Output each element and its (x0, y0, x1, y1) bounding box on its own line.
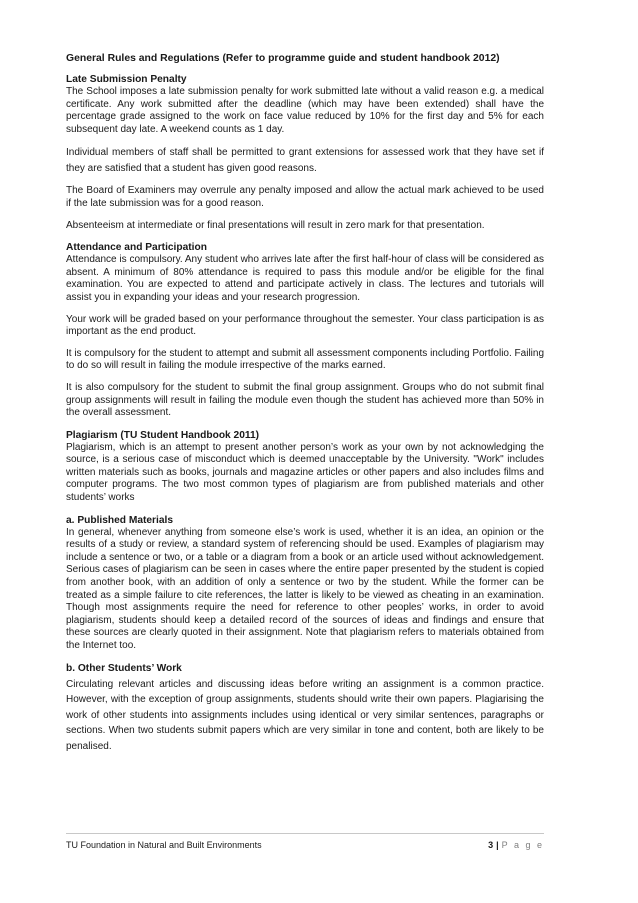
attendance-heading: Attendance and Participation (66, 242, 207, 254)
attendance-paragraph-2: Your work will be graded based on your performance throughout the semester. Your class participation is as important as the end product. (66, 313, 544, 338)
footer-page-indicator (488, 840, 544, 851)
page-footer (66, 833, 544, 851)
plagiarism-heading: Plagiarism (TU Student Handbook 2011) (66, 429, 260, 441)
late-submission-paragraph-1: The School imposes a late submission penalty for work submitted late without a valid reason e.g. a medical certificate. Any work submitted after the deadline (which may have been extended) shall have the percentage grade assigned to the work on face value reduced by 10% for the first day and 5% for each subsequent day late. A weekend counts as 1 day. (66, 86, 544, 135)
other-students-paragraph: Circulating relevant articles and discussing ideas before writing an assignment is a common practice. However, with the exception of group assignments, students should write their own papers. Plagiarising the work of other students into assignments includes using identical or very similar sentences, paragraphs or sections. When two students submit papers which are very similar in tone and content, both are likely to be penalised. (66, 678, 544, 752)
page-word: P a g e (501, 840, 544, 850)
other-students-heading: b. Other Students’ Work (66, 662, 182, 674)
page-separator: | (496, 840, 499, 850)
attendance-section (66, 241, 544, 420)
attendance-paragraph-3: It is compulsory for the student to attempt and submit all assessment components including Portfolio. Failing to do so will result in failing the module irrespective of the marks earned. (66, 347, 545, 372)
late-submission-paragraph-4: Absenteeism at intermediate or final presentations will result in zero mark for that presentation. (66, 219, 485, 231)
late-submission-heading: Late Submission Penalty (66, 74, 187, 85)
published-materials-paragraph: In general, whenever anything from someone else’s work is used, whether it is an idea, an opinion or the results of a study or review, a standard system of referencing should be used. Examples of plagiarism may include a sentence or two, or a table or a diagram from a book or an article used without acknowledgement. Serious cases of plagiarism can be seen in cases where the entire paper presented by the student is copied from another book, with an addition of only a sentence or two by the student. While the former can be treated as a simple failure to cite references, the latter is likely to be viewed as cheating in an examination. Though most assignments require the need for reference to other peoples’ works, in order to avoid plagiarism, students should keep a detailed record of the sources of ideas and findings and ensure that these sources are clearly quoted in their assignment. Note that plagiarism refers to materials obtained from the Internet too. (66, 526, 544, 651)
late-submission-section (66, 73, 544, 232)
attendance-paragraph-1: Attendance is compulsory. Any student who arrives late after the first half-hour of class will be considered as absent. A minimum of 80% attendance is required to pass this module and/or be eligible for the final examination. You are expected to attend and participate actively in class. The lectures and tutorials will assist you in expanding your ideas and your research progression. (66, 254, 544, 303)
other-students-section (66, 662, 544, 755)
late-submission-paragraph-2: Individual members of staff shall be permitted to grant extensions for assessed work that they have set if they are satisfied that a student has given good reasons. (66, 147, 544, 174)
published-materials-section (66, 514, 544, 653)
plagiarism-paragraph-1: Plagiarism, which is an attempt to present another person’s work as your own by not acknowledging the source, is a serious case of misconduct which is deemed unacceptable by the University. "Work" includes written materials such as books, journals and magazine articles or other papers and also includes films and computer programs. The two most common types of plagiarism are from published materials and other students’ works (66, 441, 544, 504)
late-submission-paragraph-3: The Board of Examiners may overrule any penalty imposed and allow the actual mark achieved to be used if the late submission was for a good reason. (66, 185, 544, 209)
attendance-paragraph-4: It is also compulsory for the student to submit the final group assignment. Groups who do not submit final group assignments will result in failing the module even though the student has achieved more than 50% in the overall assessment. (66, 381, 544, 419)
footer-course-name: TU Foundation in Natural and Built Environments (66, 840, 262, 850)
page-number: 3 (488, 840, 494, 850)
published-materials-heading: a. Published Materials (66, 514, 174, 526)
page-title: General Rules and Regulations (Refer to programme guide and student handbook 2012) (66, 53, 500, 64)
document-page (66, 52, 544, 763)
plagiarism-section (66, 429, 544, 505)
